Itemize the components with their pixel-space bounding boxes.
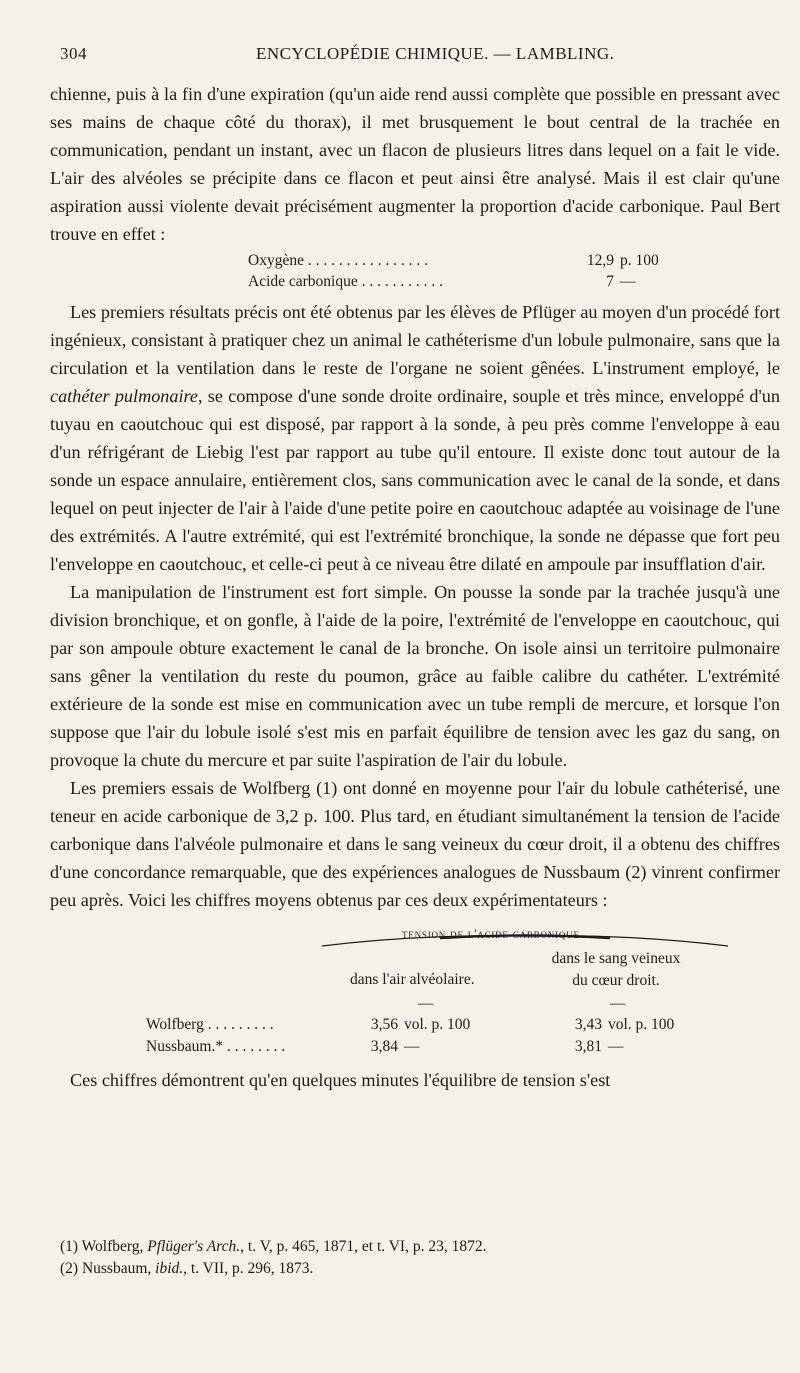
- row-unit: p. 100: [620, 252, 659, 269]
- column-header-venous: [528, 948, 704, 992]
- row-label: Acide carbonique . . . . . . . . . . .: [248, 273, 443, 290]
- footnote-2-text-b: , t. VII, p. 296, 1873.: [183, 1260, 314, 1277]
- table-brace: [320, 932, 730, 948]
- running-title: ENCYCLOPÉDIE CHIMIQUE. — LAMBLING.: [256, 44, 615, 63]
- footnote-1-text-b: , t. V, p. 465, 1871, et t. VI, p. 23, 1872.: [240, 1238, 487, 1255]
- paragraph-2: [50, 298, 780, 578]
- paragraph-2-text-b: , se compose d'une sonde droite ordinaire, souple et très mince, enveloppé d'un tuyau en caoutchouc qui est disposé, par rapport à la sonde, à peu près comme l'enveloppe à eau d'un réfrigérant de Liebig l'est par rapport au tube qu'il entoure. Il existe donc tout autour de la sonde un espace annulaire, entièrement clos, sans communication avec le canal de la sonde, et dans lequel on peut injecter de l'air à l'aide d'une petite poire en caoutchouc adaptée au voisinage de l'une des extrémités. A l'autre extrémité, qui est l'extrémité bronchique, la sonde ne dépasse que fort peu l'enveloppe en caoutchouc, et celle-ci peut à ce niveau être dilaté en ampoule par insufflation d'air.: [50, 386, 780, 574]
- row-unit-venous: vol. p. 100: [608, 1016, 675, 1033]
- footnotes: [60, 1236, 780, 1280]
- paragraph-4: Les premiers essais de Wolfberg (1) ont donné en moyenne pour l'air du lobule cathéterisé, une teneur en acide carbonique de 3,2 p. 100. Plus tard, en étudiant simultanément la tension de l'acide carbonique dans l'alvéole pulmonaire et dans le sang veineux du cœur droit, il a obtenu des chiffres d'une concordance remarquable, que des expériences analogues de Nussbaum (2) vinrent confirmer peu après. Voici les chiffres moyens obtenus par ces deux expérimentateurs :: [50, 778, 780, 910]
- page-number: 304: [60, 44, 87, 63]
- row-label: Wolfberg . . . . . . . . .: [146, 1016, 274, 1033]
- bert-results-table: [248, 250, 780, 292]
- footnote-2-text-a: (2) Nussbaum,: [60, 1260, 156, 1277]
- bert-row-oxygen: [248, 250, 780, 271]
- bert-row-co2: [248, 271, 780, 292]
- paragraph-1: chienne, puis à la fin d'une expiration (qu'un aide rend aussi complète que possible en pressant avec ses mains de chaque côté du thorax), il met brusquement le bout central de la trachée en communication, pendant un instant, avec un flacon de plusieurs litres dans lequel on a fait le vide. L'air des alvéoles se précipite dans ce flacon et peut ainsi être analysé. Mais il est clair qu'une aspiration aussi violente devait précisément augmenter la proportion d'acide carbonique. Paul Bert trouve en effet :: [50, 84, 780, 244]
- footnote-1-journal: Pflüger's Arch.: [147, 1238, 241, 1255]
- running-header: [60, 44, 780, 68]
- row-label: Oxygène . . . . . . . . . . . . . . . .: [248, 252, 428, 269]
- row-value-alveolar: 3,56: [370, 1016, 398, 1033]
- footnote-1-text-a: (1) Wolfberg,: [60, 1238, 148, 1255]
- row-value: 12,9: [586, 252, 614, 269]
- row-label: Nussbaum.* . . . . . . . .: [146, 1038, 286, 1055]
- body-text: [50, 80, 780, 1094]
- row-unit-alveolar: —: [404, 1038, 420, 1055]
- row-value: 7: [606, 273, 614, 290]
- paragraph-5: Ces chiffres démontrent qu'en quelques minutes l'équilibre de tension s'est: [70, 1070, 611, 1090]
- tension-row-nussbaum: [146, 1036, 624, 1058]
- row-value-venous: 3,43: [574, 1016, 602, 1033]
- row-value-venous: 3,81: [574, 1038, 602, 1055]
- row-unit-alveolar: vol. p. 100: [404, 1016, 471, 1033]
- tension-caption: tension de l'acide carbonique: [402, 926, 580, 941]
- paragraph-2-text-a: Les premiers résultats précis ont été obtenus par les élèves de Pflüger au moyen d'un procédé fort ingénieux, consistant à pratiquer chez un animal le cathéterisme d'un lobule pulmonaire, sans que la circulation et la ventilation dans le reste de l'organe ne soient gênées. L'instrument employé, le: [50, 302, 780, 378]
- column-header-venous-line2: du cœur droit.: [572, 972, 660, 989]
- catheter-term: cathéter pulmonaire: [50, 386, 199, 406]
- column-dash-1: —: [418, 995, 434, 1012]
- column-dash-2: —: [610, 995, 626, 1012]
- row-unit-venous: —: [608, 1038, 624, 1055]
- column-header-venous-line1: dans le sang veineux: [551, 950, 681, 967]
- footnote-2: [60, 1258, 780, 1280]
- row-unit: —: [620, 273, 636, 290]
- column-header-alveolar: dans l'air alvéolaire.: [350, 971, 475, 988]
- footnote-1: [60, 1236, 780, 1258]
- paragraph-3: La manipulation de l'instrument est fort simple. On pousse la sonde par la trachée jusqu'à une division bronchique, et on gonfle, à l'aide de la poire, l'extrémité de l'enveloppe en caoutchouc, qui par son ampoule obture exactement le canal de la bronche. On isole ainsi un territoire pulmonaire sans gêner la ventilation du reste du poumon, grâce au faible calibre du cathéter. L'extrémité extérieure de la sonde est mise en communication avec un tube rempli de mercure, et lorsque l'on suppose que l'air du lobule isolé s'est mis en parfait équilibre de tension avec les gaz du sang, on provoque la chute du mercure et par suite l'aspiration de l'air du lobule.: [50, 582, 780, 770]
- tension-table: [50, 914, 780, 1066]
- tension-row-wolfberg: [146, 1014, 674, 1036]
- footnote-2-journal: ibid.: [155, 1260, 184, 1277]
- row-value-alveolar: 3,84: [370, 1038, 398, 1055]
